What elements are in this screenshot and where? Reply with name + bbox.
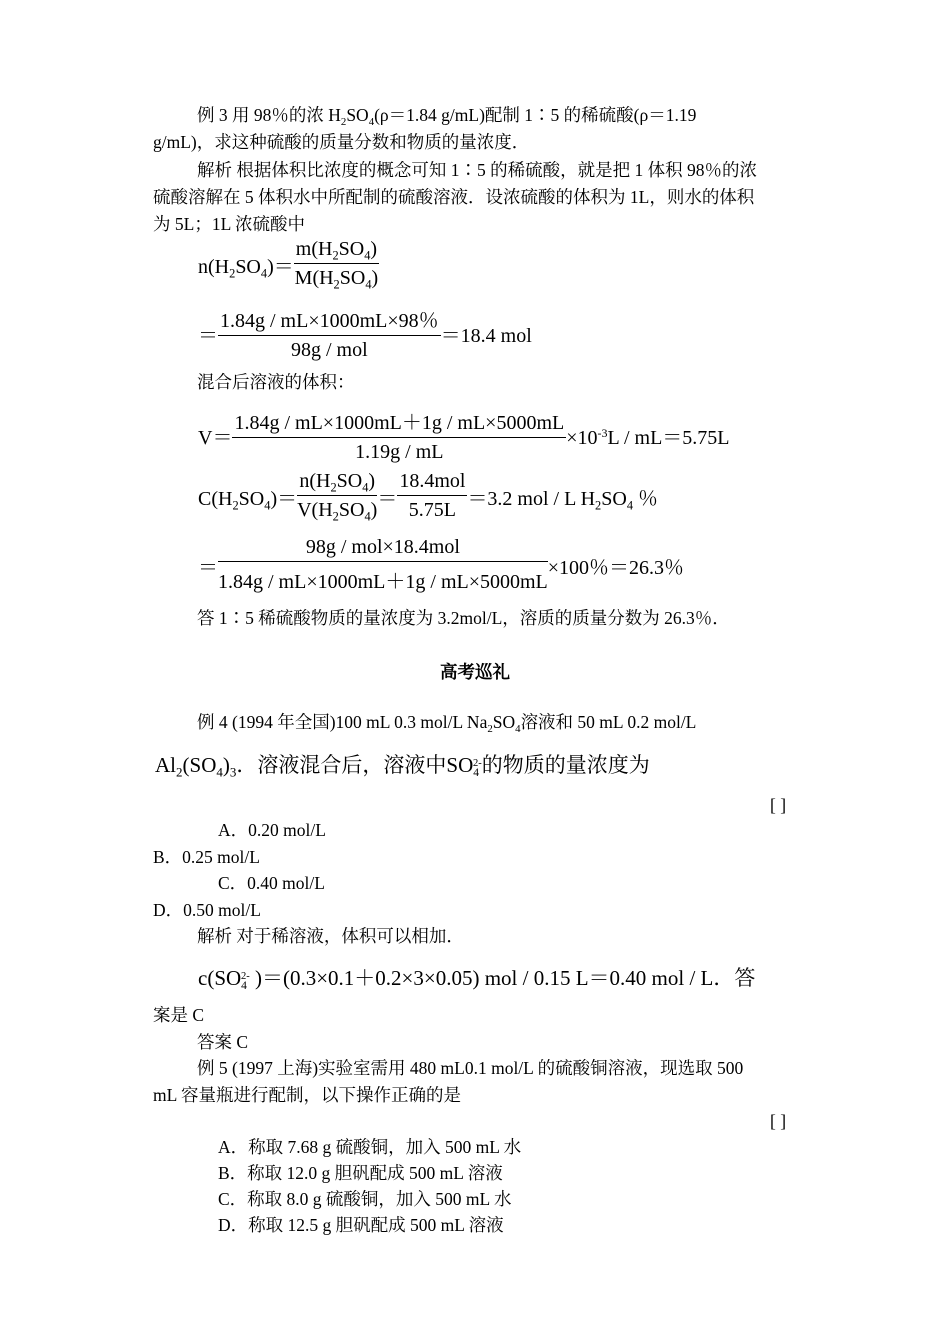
ex4-option-d[interactable]: D．0.50 mol/L [153, 900, 261, 920]
ex4-option-b[interactable]: B．0.25 mol/L [153, 847, 260, 867]
ex5-option-d[interactable]: D．称取 12.5 g 胆矾配成 500 mL 溶液 [218, 1215, 504, 1235]
ex5-option-a[interactable]: A．称取 7.68 g 硫酸铜，加入 500 mL 水 [218, 1137, 522, 1157]
ex4-line2: $Al_2(SO_4)_3$．溶液混合后，溶液中$SO_4^{2-}$的物质的量浓度为 [155, 753, 650, 780]
ex5-line1: 例 5 (1997 上海)实验室需用 480 mL0.1 mol/L 的硫酸铜溶液，现选取 500 [197, 1058, 744, 1078]
ex3-answer: 答 1∶5 稀硫酸物质的量浓度为 3.2mol/L，溶质的质量分数为 26.3％． [197, 608, 730, 628]
ex5-line2: mL 容量瓶进行配制，以下操作正确的是 [153, 1085, 462, 1105]
eq-volume: V＝ $\frac{1.84g / mL\times 1000mL+1g / mL\times 5000mL}{1.19g / mL}$ $\times 10^{-3}L / mL=5.75L$ [198, 406, 730, 464]
ex5-answer-bracket: [ ] [770, 1111, 787, 1131]
ex4-option-a[interactable]: A．0.20 mol/L [218, 820, 326, 840]
eq-concentration: $C(H_2SO_4)=$ $\frac{n(H_2SO_4)}{V(H_2SO_4)}$ ＝ $\frac{\text{18.4mol}}{5.75L}$ ＝3.2 mol / L $H_2SO_4$ ％ [198, 470, 659, 524]
ex4-analysis: 解析 对于稀溶液，体积可以相加． [197, 926, 464, 946]
ex3-analysis-3: 为 5L；1L 浓硫酸中 [153, 214, 305, 234]
eq-n-value: ＝ $\frac{1.84g / mL\times 1000mL\times 98\%}{\text{98g / mol}}$ ＝18.4 mol [198, 304, 532, 362]
ex3-analysis-2: 硫酸溶解在 5 体积水中所配制的硫酸溶液．设浓硫酸的体积为 1L，则水的体积 [153, 187, 755, 207]
section-title: 高考巡礼 [440, 662, 510, 682]
eq-mass-fraction: ＝ $\frac{\text{98g / mol×18.4mol}}{1.84g / mL\times 1000mL+1g / mL\times 5000mL}$ ×100％＝26.3％ [198, 536, 685, 593]
ex3-line1: 例 3 用 98％的浓 $H_2SO_4(\rho=1.84$ g/mL)配制 1∶5 的稀硫酸(ρ＝1.19 [197, 105, 697, 128]
ex4-answer-bracket: [ ] [770, 795, 787, 815]
ex4-calculation: $c(SO_4^{2-}$ )＝(0.3×0.1＋0.2×3×0.05) mol / 0.15 L＝0.40 mol / L．答 [198, 966, 756, 993]
eq-n-h2so4: $n(H_2SO_4)=$ $\frac{m(H_2SO_4)}{M(H_2SO_4)}$ [198, 238, 379, 292]
ex4-answer: 答案 C [197, 1032, 249, 1052]
ex4-line1: 例 4 (1994 年全国)100 mL 0.3 mol/L $Na_2SO_4$溶液和 50 mL 0.2 mol/L [197, 712, 697, 735]
ex4-option-c[interactable]: C．0.40 mol/L [218, 873, 325, 893]
ex5-option-b[interactable]: B．称取 12.0 g 胆矾配成 500 mL 溶液 [218, 1163, 503, 1183]
ex3-line2: g/mL)，求这种硫酸的质量分数和物质的量浓度． [153, 132, 530, 152]
ex3-analysis-1: 解析 根据体积比浓度的概念可知 1∶5 的稀硫酸，就是把 1 体积 98％的浓 [197, 160, 757, 180]
ex5-option-c[interactable]: C．称取 8.0 g 硫酸铜，加入 500 mL 水 [218, 1189, 512, 1209]
volume-label: 混合后溶液的体积： [197, 372, 355, 392]
ex4-calculation-cont: 案是 C [153, 1005, 205, 1025]
